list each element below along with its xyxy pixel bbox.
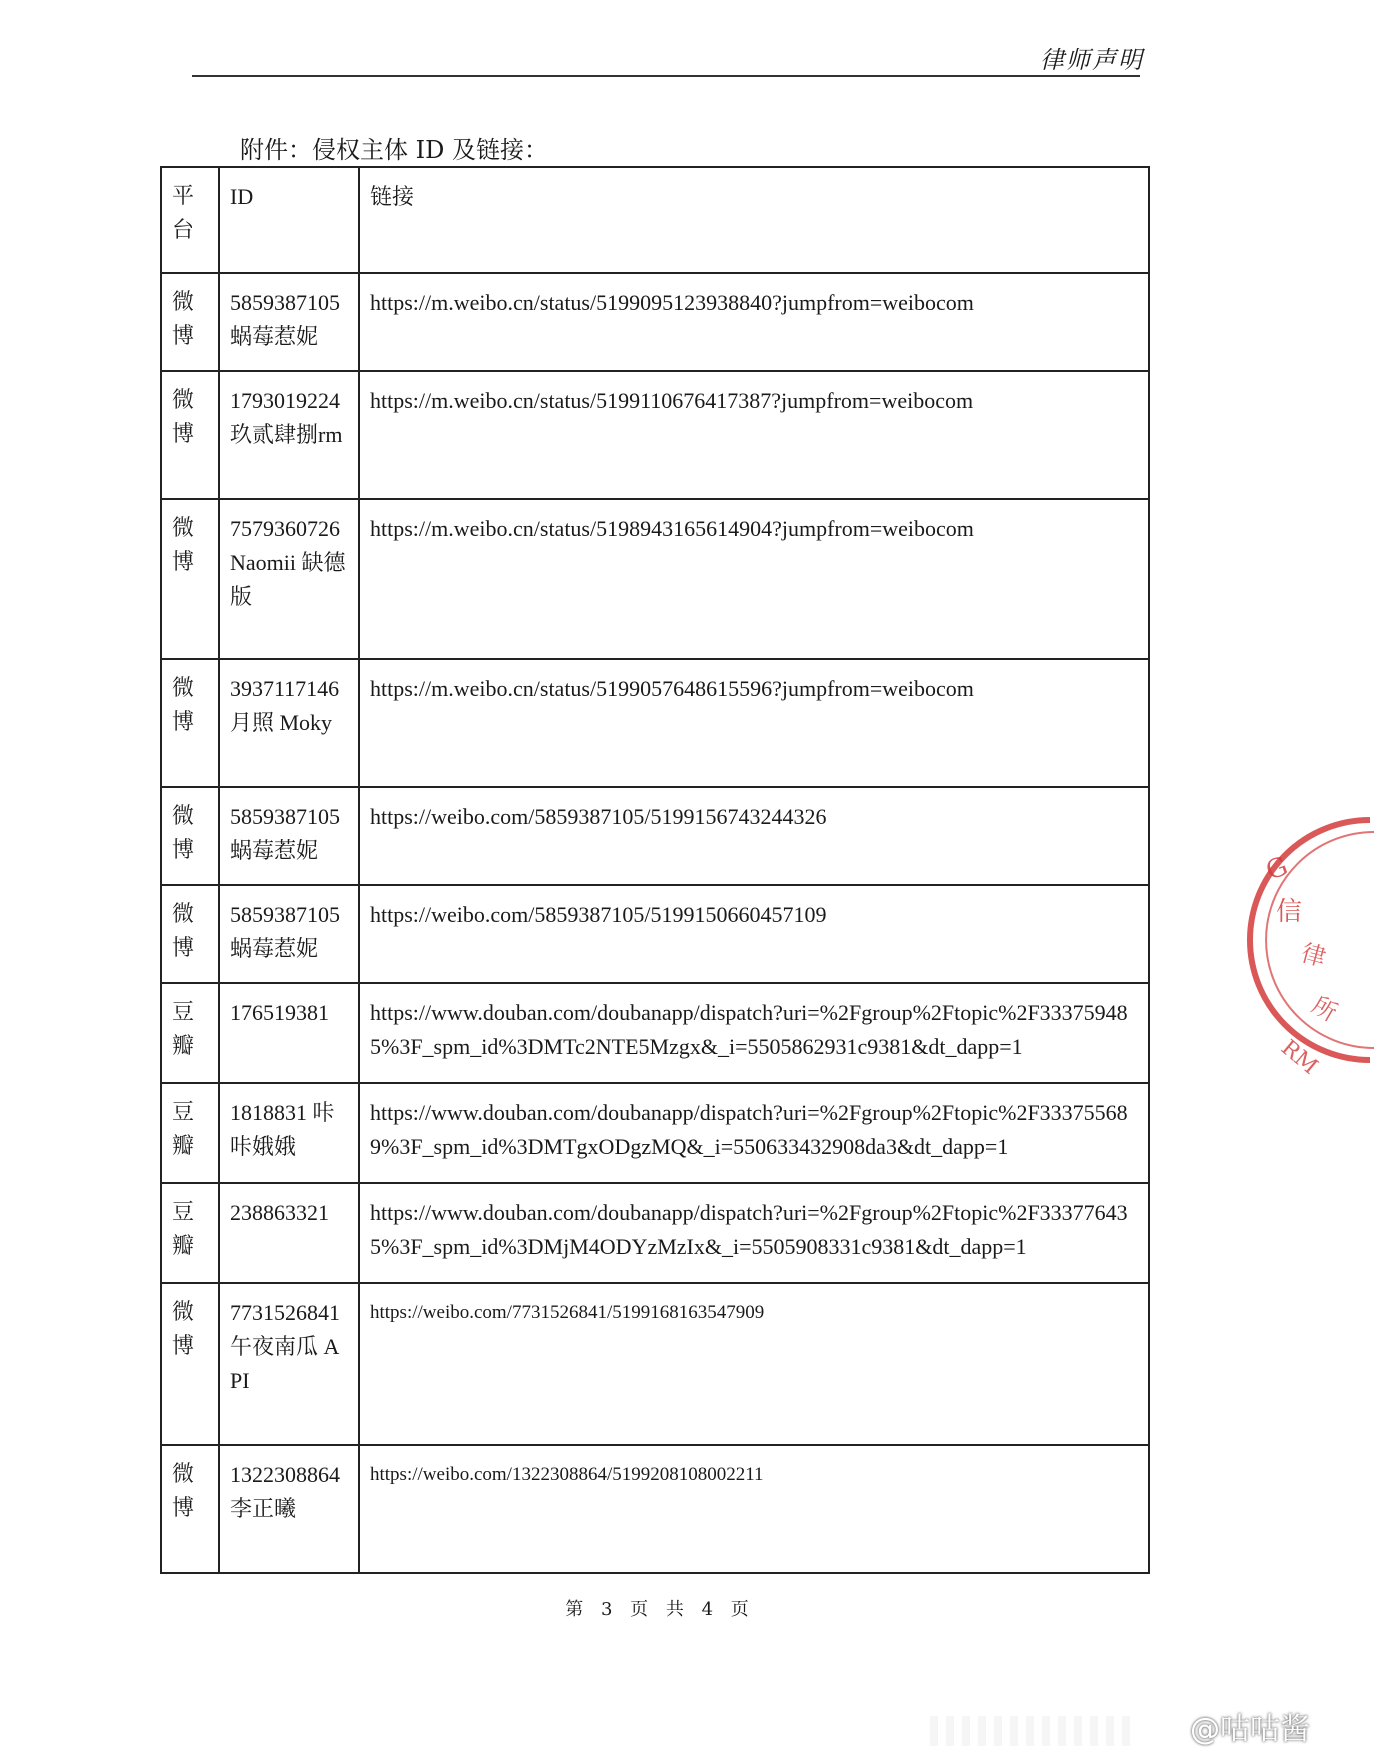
table-row	[161, 499, 1149, 659]
platform-char: 博	[172, 550, 195, 575]
platform-cell	[161, 1283, 219, 1445]
id-cell: 1322308864 李正曦	[219, 1445, 359, 1573]
id-cell: 5859387105 蜗莓惹妮	[219, 885, 359, 983]
platform-char: 豆	[172, 1200, 195, 1225]
platform-char: 博	[172, 324, 195, 349]
id-cell: 5859387105 蜗莓惹妮	[219, 273, 359, 371]
link-cell[interactable]: https://weibo.com/7731526841/5199168163547909	[359, 1283, 1149, 1445]
link-cell[interactable]: https://weibo.com/5859387105/5199156743244326	[359, 787, 1149, 885]
watermark-stripes	[930, 1716, 1130, 1746]
platform-char: 台	[172, 218, 195, 243]
platform-cell	[161, 499, 219, 659]
platform-char: 瓣	[172, 1234, 195, 1259]
id-cell: 1818831 咔咔娥娥	[219, 1083, 359, 1183]
link-cell[interactable]: https://m.weibo.cn/status/5199110676417387?jumpfrom=weibocom	[359, 371, 1149, 499]
page-number-footer: 第 3 页 共 4 页	[565, 1599, 755, 1620]
header-link: 链接	[359, 167, 1149, 273]
header-platform	[161, 167, 219, 273]
platform-char: 平	[172, 184, 195, 209]
table-row	[161, 1083, 1149, 1183]
infringement-table	[160, 166, 1150, 1574]
table-row	[161, 983, 1149, 1083]
header-rule	[192, 75, 1140, 77]
svg-text:信: 信	[1276, 897, 1303, 927]
platform-cell	[161, 787, 219, 885]
table-row	[161, 1283, 1149, 1445]
id-cell: 7731526841 午夜南瓜 API	[219, 1283, 359, 1445]
header-id: ID	[219, 167, 359, 273]
platform-char: 微	[172, 1462, 195, 1487]
platform-cell	[161, 659, 219, 787]
id-cell: 7579360726Naomii 缺德版	[219, 499, 359, 659]
platform-cell	[161, 983, 219, 1083]
platform-char: 微	[172, 676, 195, 701]
svg-text:RM: RM	[1276, 1035, 1323, 1080]
svg-text:G: G	[1262, 851, 1292, 887]
platform-char: 豆	[172, 1000, 195, 1025]
table-row	[161, 1445, 1149, 1573]
platform-char: 博	[172, 1496, 195, 1521]
table-row	[161, 885, 1149, 983]
table-header-row	[161, 167, 1149, 273]
platform-cell	[161, 1445, 219, 1573]
platform-char: 微	[172, 1300, 195, 1325]
document-header-title: 律师声明	[1040, 46, 1144, 74]
link-cell[interactable]: https://weibo.com/1322308864/5199208108002211	[359, 1445, 1149, 1573]
table-row	[161, 1183, 1149, 1283]
svg-text:所: 所	[1307, 990, 1342, 1028]
platform-cell	[161, 885, 219, 983]
platform-char: 博	[172, 710, 195, 735]
link-cell[interactable]: https://www.douban.com/doubanapp/dispatch?uri=%2Fgroup%2Ftopic%2F333776435%3F_spm_id%3DMjM4ODYzMzIx&_i=5505908331c9381&dt_dapp=1	[359, 1183, 1149, 1283]
link-cell[interactable]: https://m.weibo.cn/status/5199057648615596?jumpfrom=weibocom	[359, 659, 1149, 787]
platform-cell	[161, 1083, 219, 1183]
platform-char: 博	[172, 838, 195, 863]
id-cell: 5859387105 蜗莓惹妮	[219, 787, 359, 885]
svg-text:律: 律	[1298, 938, 1329, 973]
link-cell[interactable]: https://www.douban.com/doubanapp/dispatch?uri=%2Fgroup%2Ftopic%2F333755689%3F_spm_id%3DMTgxODgzMQ&_i=550633432908da3&dt_dapp=1	[359, 1083, 1149, 1183]
id-cell: 238863321	[219, 1183, 359, 1283]
platform-cell	[161, 371, 219, 499]
table-row	[161, 787, 1149, 885]
platform-char: 微	[172, 516, 195, 541]
platform-char: 微	[172, 290, 195, 315]
link-cell[interactable]: https://m.weibo.cn/status/5199095123938840?jumpfrom=weibocom	[359, 273, 1149, 371]
table-row	[161, 659, 1149, 787]
platform-char: 微	[172, 902, 195, 927]
platform-char: 微	[172, 388, 195, 413]
platform-char: 瓣	[172, 1134, 195, 1159]
link-cell[interactable]: https://m.weibo.cn/status/5198943165614904?jumpfrom=weibocom	[359, 499, 1149, 659]
platform-char: 博	[172, 422, 195, 447]
table-row	[161, 371, 1149, 499]
id-cell: 1793019224 玖贰肆捌rm	[219, 371, 359, 499]
platform-char: 博	[172, 936, 195, 961]
attachment-title: 附件：侵权主体 ID 及链接：	[240, 136, 548, 164]
weibo-watermark	[1190, 1704, 1310, 1748]
platform-char: 瓣	[172, 1034, 195, 1059]
platform-cell	[161, 1183, 219, 1283]
table-row	[161, 273, 1149, 371]
platform-char: 博	[172, 1334, 195, 1359]
link-cell[interactable]: https://www.douban.com/doubanapp/dispatch?uri=%2Fgroup%2Ftopic%2F333759485%3F_spm_id%3DMTc2NTE5Mzgx&_i=5505862931c9381&dt_dapp=1	[359, 983, 1149, 1083]
platform-cell	[161, 273, 219, 371]
link-cell[interactable]: https://weibo.com/5859387105/5199150660457109	[359, 885, 1149, 983]
id-cell: 3937117146 月照 Moky	[219, 659, 359, 787]
platform-char: 微	[172, 804, 195, 829]
watermark-text: @咕咕酱	[1190, 1712, 1310, 1747]
law-firm-seal	[1240, 810, 1400, 1080]
platform-char: 豆	[172, 1100, 195, 1125]
id-cell: 176519381	[219, 983, 359, 1083]
